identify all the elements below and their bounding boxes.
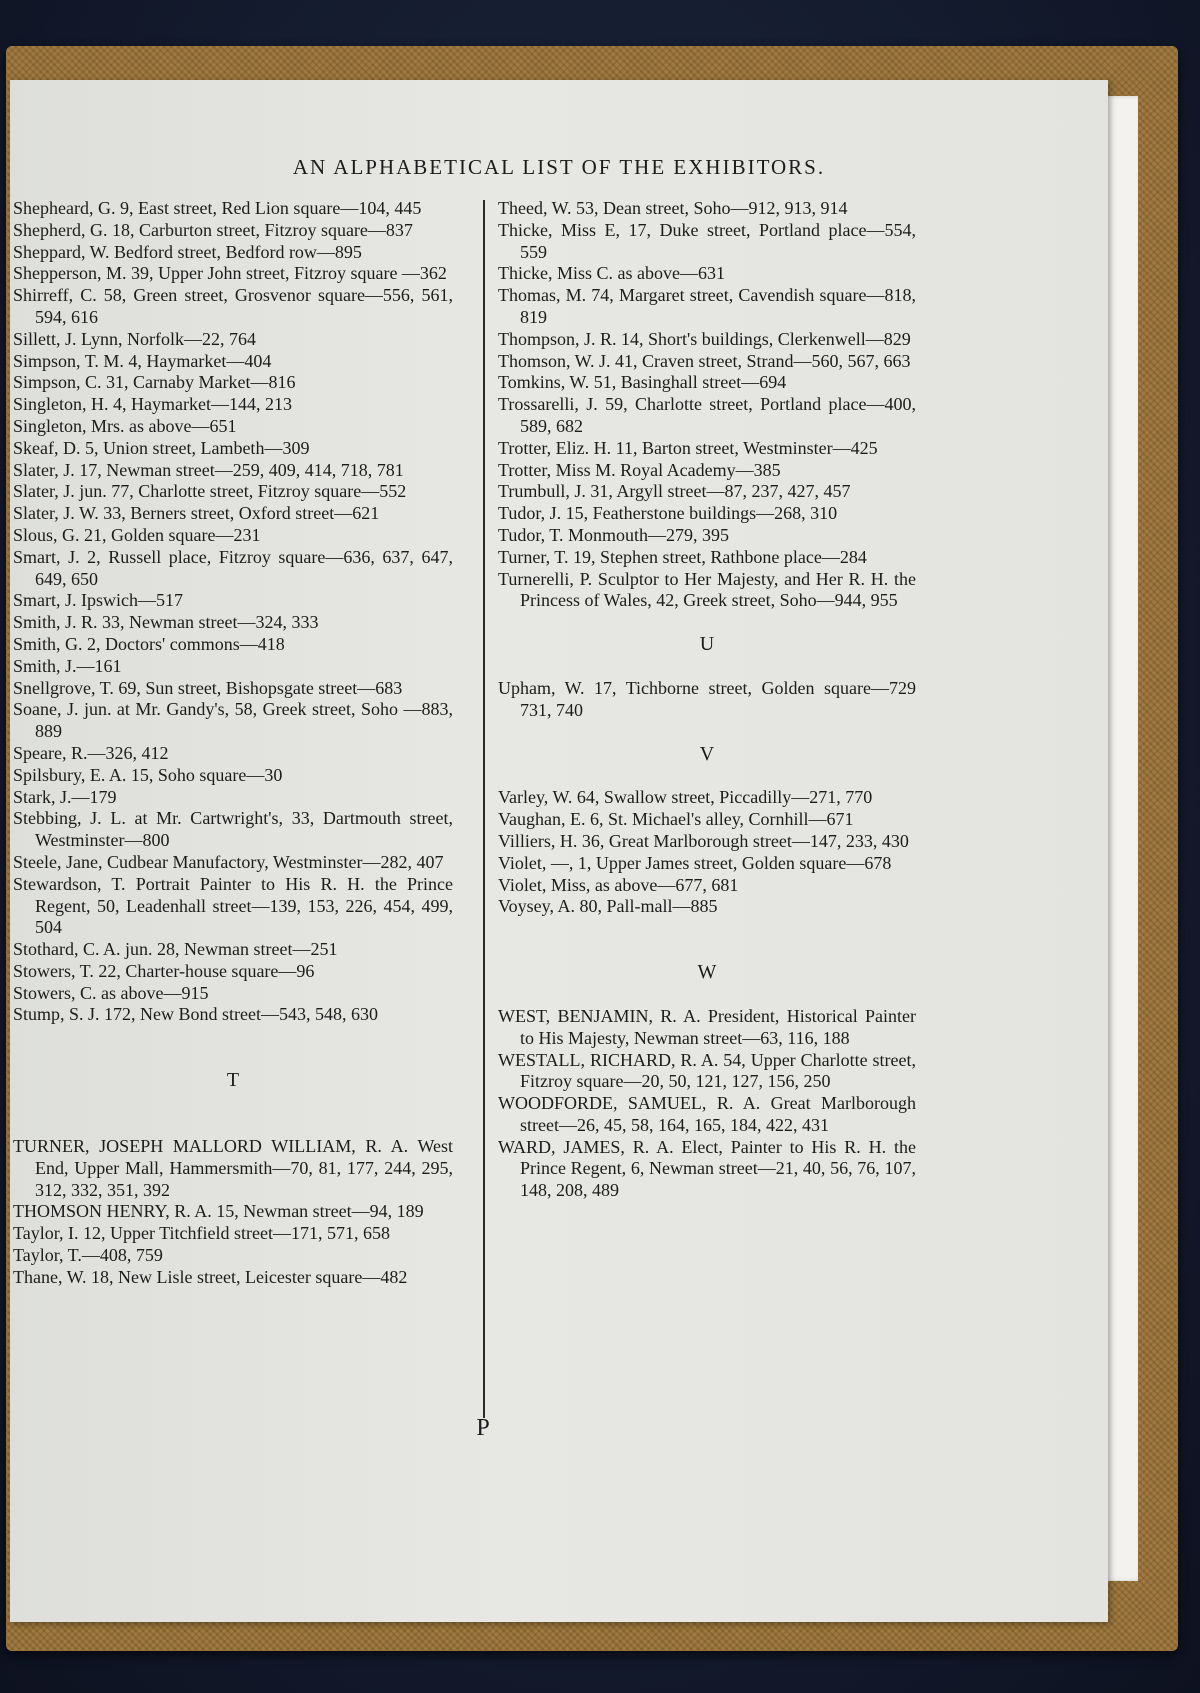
section-heading-w: W bbox=[697, 961, 717, 984]
exhibitor-entry: Slater, J. W. 33, Berners street, Oxford street—621 bbox=[13, 503, 380, 524]
section-heading-u: U bbox=[699, 633, 715, 656]
exhibitor-entry: Smith, J. R. 33, Newman street—324, 333 bbox=[13, 612, 319, 633]
exhibitor-entry: Speare, R.—326, 412 bbox=[13, 742, 169, 763]
exhibitor-entry: Simpson, C. 31, Carnaby Market—816 bbox=[13, 372, 296, 393]
exhibitor-entry: Violet, —, 1, Upper James street, Golden square—678 bbox=[498, 852, 892, 873]
exhibitor-entry: Voysey, A. 80, Pall-mall—885 bbox=[498, 896, 718, 917]
exhibitor-entry: Thompson, J. R. 14, Short's buildings, Clerkenwell—829 bbox=[498, 328, 911, 349]
exhibitor-entry: Thane, W. 18, New Lisle street, Leicester square—482 bbox=[13, 1266, 408, 1287]
exhibitor-entry: Shepheard, G. 9, East street, Red Lion square—104, 445 bbox=[13, 198, 422, 218]
exhibitor-entry: Singleton, Mrs. as above—651 bbox=[13, 415, 237, 436]
exhibitor-entry: Slater, J. jun. 77, Charlotte street, Fitzroy square—552 bbox=[13, 481, 407, 502]
exhibitor-entry: Spilsbury, E. A. 15, Soho square—30 bbox=[13, 764, 283, 785]
exhibitor-entry: Taylor, T.—408, 759 bbox=[13, 1245, 163, 1266]
exhibitor-entry: Tudor, J. 15, Featherstone buildings—268, 310 bbox=[498, 503, 838, 524]
exhibitor-entry: WARD, JAMES, R. A. Elect, Painter to His R. H. the Prince Regent, 6, Newman street—21, 40, 56, 76, 107, 148, 208, 489 bbox=[498, 1136, 916, 1201]
section-spacer bbox=[498, 722, 916, 744]
section-spacer bbox=[498, 656, 916, 678]
section-heading-v: V bbox=[699, 742, 715, 765]
exhibitor-entry: Thicke, Miss C. as above—631 bbox=[498, 263, 725, 284]
exhibitor-entry: Turnerelli, P. Sculptor to Her Majesty, and Her R. H. the Princess of Wales, 42, Greek street, Soho—944, 955 bbox=[498, 568, 916, 611]
exhibitor-entry: Soane, J. jun. at Mr. Gandy's, 58, Greek street, Soho —883, 889 bbox=[13, 699, 453, 742]
exhibitor-entry: Stothard, C. A. jun. 28, Newman street—251 bbox=[13, 939, 338, 960]
exhibitor-entry: Singleton, H. 4, Haymarket—144, 213 bbox=[13, 394, 292, 415]
exhibitor-entry: Trotter, Miss M. Royal Academy—385 bbox=[498, 459, 781, 480]
section-spacer bbox=[13, 1092, 453, 1136]
section-spacer bbox=[498, 765, 916, 787]
exhibitor-entry: Villiers, H. 36, Great Marlborough street—147, 233, 430 bbox=[498, 830, 909, 851]
exhibitor-entry: Simpson, T. M. 4, Haymarket—404 bbox=[13, 350, 272, 371]
column-divider bbox=[483, 200, 485, 1418]
exhibitor-entry: Thomas, M. 74, Margaret street, Cavendish square—818, 819 bbox=[498, 285, 916, 327]
book-page bbox=[10, 80, 1108, 1622]
exhibitor-entry: Slous, G. 21, Golden square—231 bbox=[13, 524, 261, 545]
exhibitor-entry: Stewardson, T. Portrait Painter to His R. H. the Prince Regent, 50, Leadenhall street—139, 153, 226, 454, 499, 504 bbox=[13, 873, 453, 938]
exhibitor-entry: Thicke, Miss E, 17, Duke street, Portland place—554, 559 bbox=[498, 219, 916, 262]
exhibitor-entry: Taylor, I. 12, Upper Titchfield street—171, 571, 658 bbox=[13, 1223, 390, 1244]
exhibitor-entry: Steele, Jane, Cudbear Manufactory, Westminster—282, 407 bbox=[13, 851, 444, 872]
exhibitor-entry: Violet, Miss, as above—677, 681 bbox=[498, 874, 739, 895]
w-entries bbox=[498, 1006, 916, 1202]
section-spacer bbox=[13, 1026, 453, 1070]
t-entries-left bbox=[13, 1136, 453, 1289]
section-heading-t: T bbox=[226, 1069, 240, 1092]
t-entries-right bbox=[498, 198, 916, 612]
exhibitor-entry: Stark, J.—179 bbox=[13, 786, 117, 807]
section-spacer bbox=[498, 984, 916, 1006]
exhibitor-entry: THOMSON HENRY, R. A. 15, Newman street—94, 189 bbox=[13, 1201, 424, 1222]
exhibitor-entry: Shepherd, G. 18, Carburton street, Fitzroy square—837 bbox=[13, 219, 413, 240]
exhibitor-entry: Upham, W. 17, Tichborne street, Golden square—729 731, 740 bbox=[498, 677, 916, 720]
exhibitor-entry: Vaughan, E. 6, St. Michael's alley, Cornhill—671 bbox=[498, 809, 854, 830]
exhibitor-entry: Tudor, T. Monmouth—279, 395 bbox=[498, 524, 729, 545]
exhibitor-entry: Smart, J. 2, Russell place, Fitzroy square—636, 637, 647, 649, 650 bbox=[13, 546, 453, 589]
exhibitor-entry: Trossarelli, J. 59, Charlotte street, Portland place—400, 589, 682 bbox=[498, 394, 916, 436]
exhibitor-entry: Trotter, Eliz. H. 11, Barton street, Westminster—425 bbox=[498, 437, 878, 458]
exhibitor-entry: Smart, J. Ipswich—517 bbox=[13, 590, 183, 611]
exhibitor-entry: Turner, T. 19, Stephen street, Rathbone place—284 bbox=[498, 546, 867, 567]
exhibitor-entry: WEST, BENJAMIN, R. A. President, Historical Painter to His Majesty, Newman street—63, 116, 188 bbox=[498, 1005, 916, 1048]
exhibitor-entry: Sillett, J. Lynn, Norfolk—22, 764 bbox=[13, 328, 256, 349]
exhibitor-entry: TURNER, JOSEPH MALLORD WILLIAM, R. A. West End, Upper Mall, Hammersmith—70, 81, 177, 244, 295, 312, 332, 351, 392 bbox=[13, 1136, 453, 1200]
left-column bbox=[13, 198, 453, 1289]
exhibitor-entry: Stebbing, J. L. at Mr. Cartwright's, 33, Dartmouth street, Westminster—800 bbox=[13, 808, 453, 851]
exhibitor-entry: Stowers, C. as above—915 bbox=[13, 982, 209, 1003]
exhibitor-entry: Tomkins, W. 51, Basinghall street—694 bbox=[498, 372, 787, 393]
v-entries bbox=[498, 787, 916, 918]
exhibitor-entry: Stowers, T. 22, Charter-house square—96 bbox=[13, 960, 315, 981]
exhibitor-entry: Trumbull, J. 31, Argyll street—87, 237, 427, 457 bbox=[498, 481, 851, 502]
exhibitor-entry: Snellgrove, T. 69, Sun street, Bishopsgate street—683 bbox=[13, 677, 403, 698]
u-entries bbox=[498, 678, 916, 722]
section-spacer bbox=[498, 612, 916, 634]
page-header: AN ALPHABETICAL LIST OF THE EXHIBITORS. bbox=[292, 155, 826, 179]
exhibitor-entry: WESTALL, RICHARD, R. A. 54, Upper Charlotte street, Fitzroy square—20, 50, 121, 127, 156, 250 bbox=[498, 1049, 916, 1092]
exhibitor-entry: Shepperson, M. 39, Upper John street, Fitzroy square —362 bbox=[13, 263, 447, 284]
s-entries bbox=[13, 198, 453, 1026]
exhibitor-entry: Varley, W. 64, Swallow street, Piccadilly—271, 770 bbox=[498, 787, 873, 808]
signature-mark: P bbox=[476, 1415, 490, 1441]
exhibitor-entry: Smith, G. 2, Doctors' commons—418 bbox=[13, 633, 285, 654]
section-spacer bbox=[498, 918, 916, 962]
exhibitor-entry: Smith, J.—161 bbox=[13, 655, 122, 676]
exhibitor-entry: WOODFORDE, SAMUEL, R. A. Great Marlborough street—26, 45, 58, 164, 165, 184, 422, 431 bbox=[498, 1093, 916, 1135]
exhibitor-entry: Skeaf, D. 5, Union street, Lambeth—309 bbox=[13, 437, 310, 458]
exhibitor-entry: Theed, W. 53, Dean street, Soho—912, 913, 914 bbox=[498, 198, 848, 218]
exhibitor-entry: Thomson, W. J. 41, Craven street, Strand—560, 567, 663 bbox=[498, 350, 911, 371]
exhibitor-entry: Shirreff, C. 58, Green street, Grosvenor square—556, 561, 594, 616 bbox=[13, 285, 453, 327]
exhibitor-entry: Stump, S. J. 172, New Bond street—543, 548, 630 bbox=[13, 1004, 379, 1025]
right-column bbox=[498, 198, 916, 1202]
exhibitor-entry: Slater, J. 17, Newman street—259, 409, 414, 718, 781 bbox=[13, 459, 404, 480]
exhibitor-entry: Sheppard, W. Bedford street, Bedford row—895 bbox=[13, 241, 362, 262]
